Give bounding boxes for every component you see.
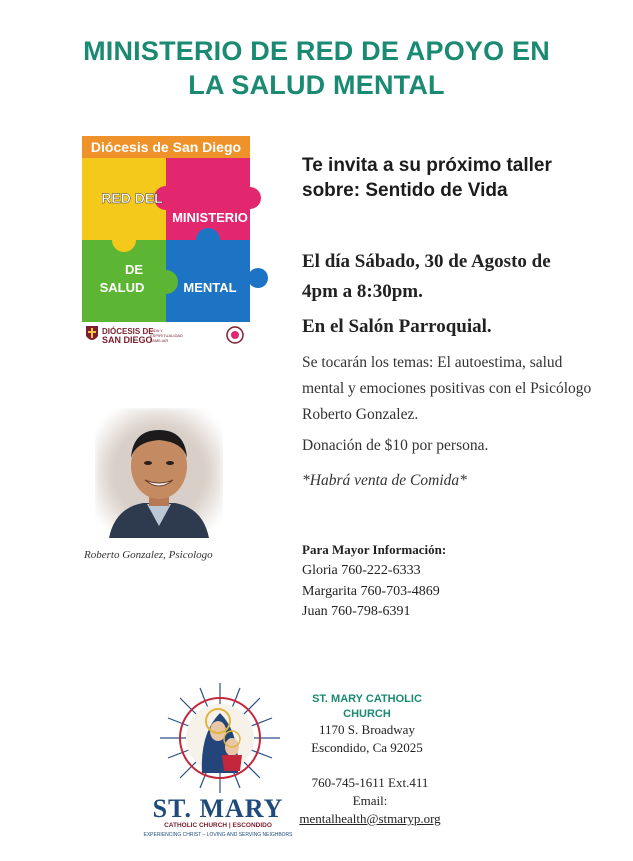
event-location: En el Salón Parroquial. [302, 316, 492, 337]
puzzle-text-de: DE [124, 262, 144, 277]
church-contact [290, 774, 450, 828]
speaker-photo [95, 408, 223, 538]
invitation-line-2: sobre: Sentido de Vida [302, 180, 508, 201]
church-name-line-2: CHURCH [343, 708, 391, 720]
diocese-name-line2: SAN DIEGO [102, 335, 153, 345]
puzzle-piece-pink [166, 158, 250, 240]
logo-banner: Diócesis de San Diego [82, 136, 250, 158]
church-email-label: Email: [352, 793, 388, 808]
puzzle-text-salud: SALUD [99, 280, 145, 295]
speaker-photo-caption: Roberto Gonzalez, Psicologo [84, 549, 213, 561]
church-phone: 760-745-1611 Ext.411 [311, 775, 429, 790]
food-sale-note: *Habrá venta de Comida* [302, 472, 467, 489]
church-address [296, 721, 438, 756]
family-seal-icon [226, 326, 244, 344]
church-address-line-1: 1170 S. Broadway [319, 722, 415, 737]
diocese-crest-icon [84, 324, 100, 346]
puzzle-text-red: RED DEL [101, 190, 163, 206]
church-email-link[interactable]: mentalhealth@stmaryp.org [299, 811, 441, 826]
puzzle-graphic [82, 158, 272, 322]
puzzle-text-mental: MENTAL [183, 280, 237, 295]
invitation-line-1: Te invita a su próximo taller [302, 155, 552, 176]
event-date-line-1: El día Sábado, 30 de Agosto de [302, 251, 551, 272]
vida-espiritualidad-text: VIDA Y ESPIRITUALIDAD FAMILIAR [150, 328, 183, 343]
church-name-line-1: ST. MARY CATHOLIC [312, 693, 422, 705]
invitation-heading [302, 153, 602, 203]
event-date-line-2: 4pm a 8:30pm. [302, 281, 423, 302]
contact-item: Margarita 760-703-4869 [302, 583, 440, 599]
event-topics: Se tocarán los temas: El autoestima, salud mental y emociones positivas con el Psicólogo Roberto Gonzalez. [302, 354, 592, 423]
contact-item: Gloria 760-222-6333 [302, 563, 421, 578]
church-brand-subtitle: CATHOLIC CHURCH | ESCONDIDO [164, 822, 272, 829]
event-date [302, 247, 602, 307]
church-brand-name: ST. MARY [152, 794, 284, 823]
contact-heading: Para Mayor Información: [302, 542, 447, 557]
diocese-name-line1: DIÓCESIS DE [102, 327, 154, 336]
contact-list [302, 561, 440, 623]
madonna-sunburst-icon [140, 683, 300, 793]
contact-item: Juan 760-798-6391 [302, 604, 411, 619]
page-title [40, 34, 593, 102]
diocese-name [102, 327, 154, 345]
puzzle-text-ministerio: MINISTERIO [172, 210, 248, 225]
title-line-1: MINISTERIO DE RED DE APOYO EN [83, 36, 550, 66]
ministry-puzzle-logo [82, 136, 272, 350]
church-brand-tagline: EXPERIENCING CHRIST – LOVING AND SERVING NEIGHBORS [143, 832, 293, 838]
diocese-logo-footer [84, 324, 244, 348]
church-name [302, 692, 432, 722]
event-donation: Donación de $10 por persona. [302, 437, 489, 454]
title-line-2: LA SALUD MENTAL [188, 70, 445, 100]
church-address-line-2: Escondido, Ca 92025 [311, 739, 423, 755]
